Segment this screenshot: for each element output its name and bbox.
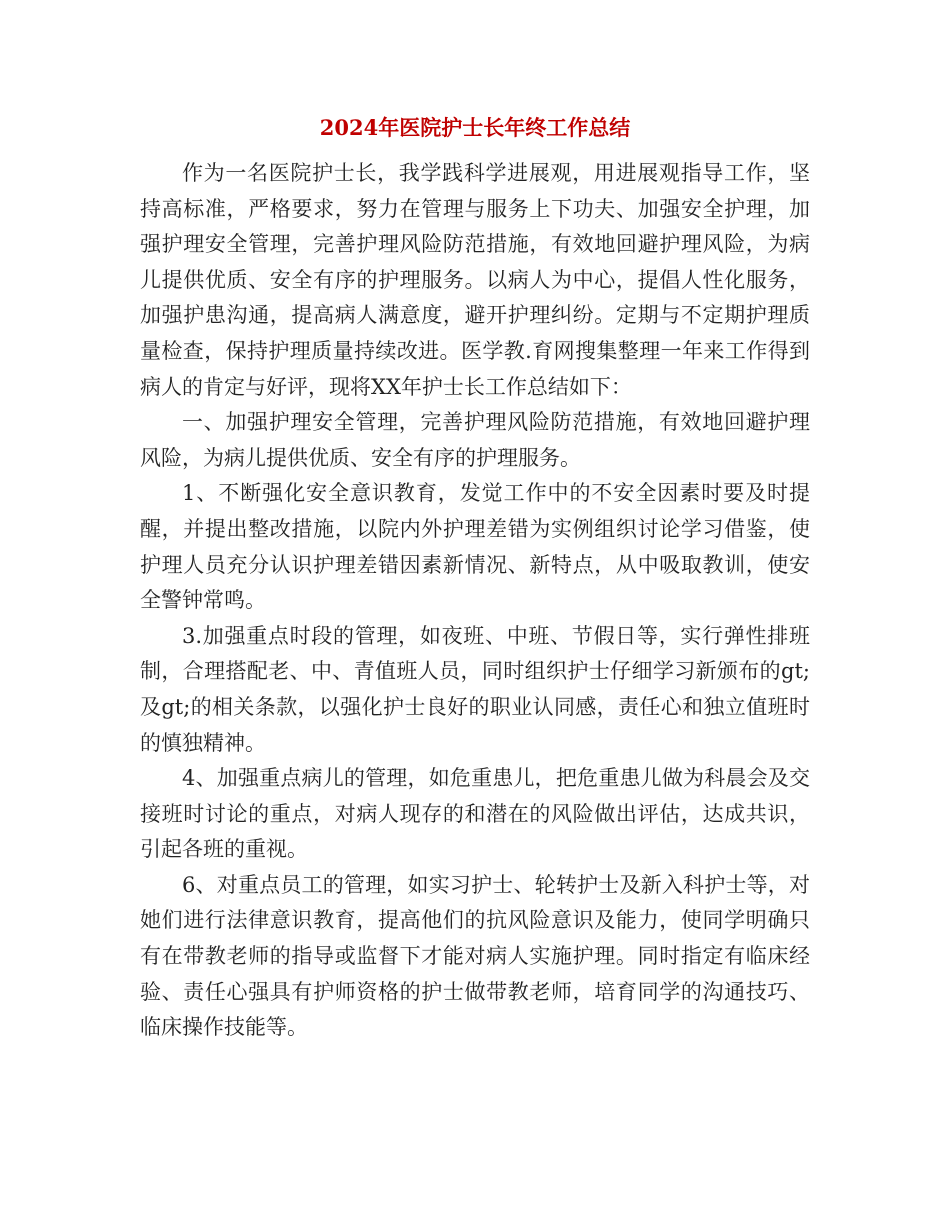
- paragraph-item-1: 1、不断强化安全意识教育，发觉工作中的不安全因素时要及时提醒，并提出整改措施，以院内外护理差错为实例组织讨论学习借鉴，使护理人员充分认识护理差错因素新情况、新特点，从中吸取教训，使安全警钟常鸣。: [140, 481, 810, 613]
- document-title: 2024年医院护士长年终工作总结: [319, 115, 631, 140]
- paragraph-item-4: 4、加强重点病儿的管理，如危重患儿，把危重患儿做为科晨会及交接班时讨论的重点，对病人现存的和潜在的风险做出评估，达成共识，引起各班的重视。: [140, 766, 810, 862]
- paragraph-section-1: 一、加强护理安全管理，完善护理风险防范措施，有效地回避护理风险，为病儿提供优质、安全有序的护理服务。: [140, 410, 810, 470]
- document-body: [140, 156, 810, 1046]
- paragraph-item-6: 6、对重点员工的管理，如实习护士、轮转护士及新入科护士等，对她们进行法律意识教育，提高他们的抗风险意识及能力，使同学明确只有在带教老师的指导或监督下才能对病人实施护理。同时指定有临床经验、责任心强具有护师资格的护士做带教老师，培育同学的沟通技巧、临床操作技能等。: [140, 872, 810, 1040]
- paragraph-intro: 作为一名医院护士长，我学践科学进展观，用进展观指导工作，坚持高标准，严格要求，努力在管理与服务上下功夫、加强安全护理，加强护理安全管理，完善护理风险防范措施，有效地回避护理风险，为病儿提供优质、安全有序的护理服务。以病人为中心，提倡人性化服务，加强护患沟通，提高病人满意度，避开护理纠纷。定期与不定期护理质量检查，保持护理质量持续改进。医学教.育网搜集整理一年来工作得到病人的肯定与好评，现将XX年护士长工作总结如下：: [140, 161, 810, 399]
- paragraph-item-3: 3.加强重点时段的管理，如夜班、中班、节假日等，实行弹性排班制，合理搭配老、中、青值班人员，同时组织护士仔细学习新颁布的gt;及gt;的相关条款，以强化护士良好的职业认同感，责任心和独立值班时的慎独精神。: [140, 623, 810, 755]
